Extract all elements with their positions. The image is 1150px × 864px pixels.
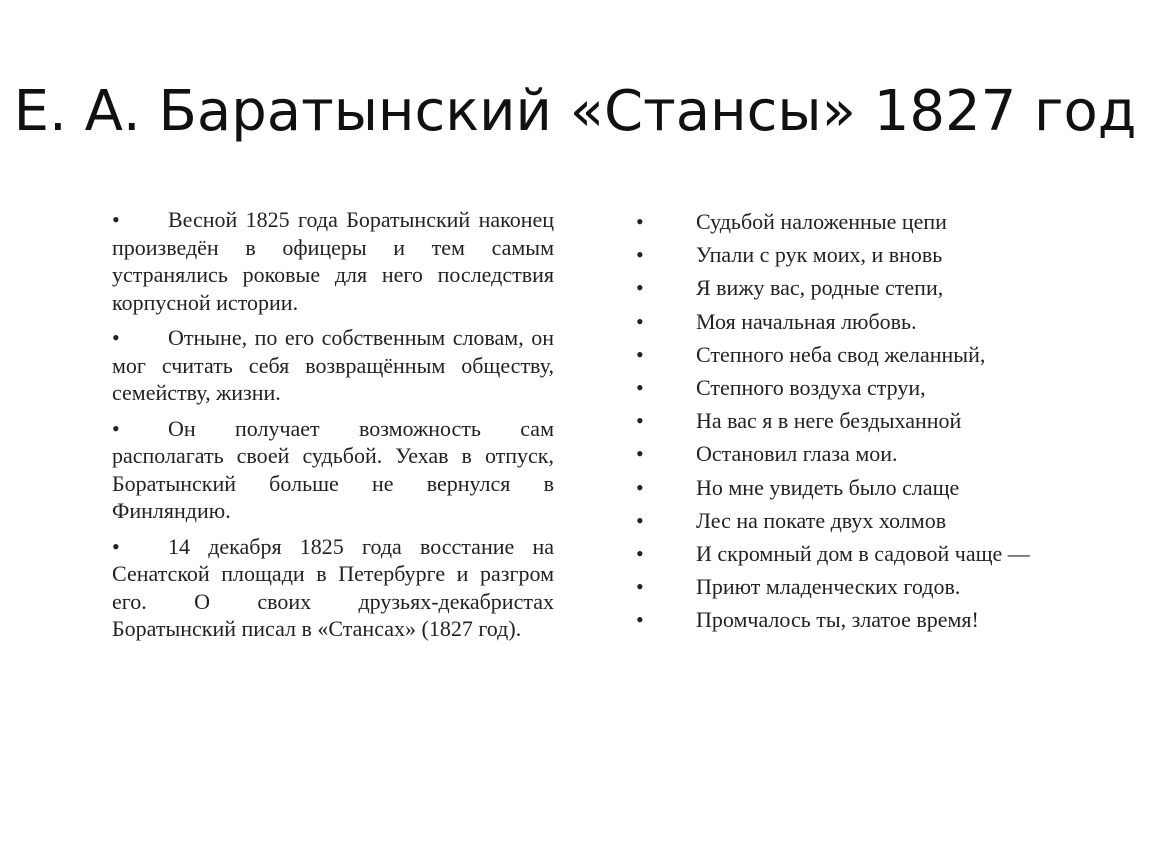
- verse-line-text: Но мне увидеть было слаще: [696, 474, 960, 500]
- bullet-icon: •: [112, 207, 120, 232]
- bullet-icon: •: [112, 415, 120, 441]
- verse-line: [636, 404, 1116, 437]
- bullet-icon: •: [636, 574, 644, 600]
- bullet-icon: •: [636, 242, 644, 268]
- bullet-icon: •: [636, 209, 644, 234]
- bullet-icon: •: [636, 441, 644, 467]
- bullet-icon: •: [636, 408, 644, 434]
- verse-line-text: На вас я в неге бездыханной: [696, 408, 962, 434]
- verse-line: [636, 537, 1116, 570]
- verse-line: [636, 504, 1116, 537]
- bullet-icon: •: [112, 325, 120, 350]
- verse-line-text: Я вижу вас, родные степи,: [696, 275, 944, 301]
- verse-line-text: Приют младенческих годов.: [696, 574, 961, 600]
- verse-line-text: Моя начальная любовь.: [696, 308, 917, 334]
- bullet-icon: •: [636, 540, 644, 566]
- prose-paragraph-text: Весной 1825 года Боратынский наконец произведён в офицеры и тем самым устранялись роковые для него последствия корпусной истории.: [112, 207, 554, 315]
- slide-title: Е. А. Баратынский «Стансы» 1827 год: [13, 79, 1137, 144]
- prose-paragraph: [112, 324, 554, 407]
- bullet-icon: •: [636, 474, 644, 500]
- verse-line-text: Степного воздуха струи,: [696, 374, 926, 400]
- verse-line: [636, 603, 1116, 636]
- verse-line: [636, 437, 1116, 470]
- verse-line-text: Лес на покате двух холмов: [696, 507, 947, 533]
- verse-line: [636, 271, 1116, 304]
- bullet-icon: •: [636, 275, 644, 301]
- bullet-icon: •: [636, 607, 644, 633]
- verse-line-text: Степного неба свод желанный,: [696, 341, 986, 367]
- verse-line: [636, 471, 1116, 504]
- bullet-icon: •: [636, 374, 644, 400]
- verse-line: [636, 238, 1116, 271]
- verse-line: [636, 205, 1116, 238]
- prose-paragraph: [112, 415, 554, 525]
- prose-paragraph: [112, 206, 554, 316]
- prose-paragraph-text: 14 декабря 1825 года восстание на Сенатской площади в Петербурге и разгром его. О своих друзьях-декабристах Боратынский писал в «Стансах» (1827 год).: [112, 533, 554, 641]
- verse-line-text: И скромный дом в садовой чаще —: [696, 540, 1030, 566]
- verse-line-text: Судьбой наложенные цепи: [696, 209, 947, 234]
- bullet-icon: •: [636, 507, 644, 533]
- verse-line: [636, 570, 1116, 603]
- prose-paragraph-text: Он получает возможность сам располагать своей судьбой. Уехав в отпуск, Боратынский больше не вернулся в Финляндию.: [112, 415, 554, 523]
- verse-line: [636, 371, 1116, 404]
- verse-line-text: Промчалось ты, златое время!: [696, 607, 979, 633]
- verse-line-text: Упали с рук моих, и вновь: [696, 242, 943, 268]
- bullet-icon: •: [112, 533, 120, 559]
- prose-paragraph: [112, 533, 554, 643]
- bullet-icon: •: [636, 341, 644, 367]
- prose-column: [112, 206, 554, 651]
- verse-column: [636, 205, 1116, 636]
- prose-paragraph-text: Отныне, по его собственным словам, он мог считать себя возвращённым обществу, семейству, жизни.: [112, 325, 554, 405]
- verse-line: [636, 338, 1116, 371]
- verse-line: [636, 305, 1116, 338]
- verse-line-text: Остановил глаза мои.: [696, 441, 898, 467]
- bullet-icon: •: [636, 308, 644, 334]
